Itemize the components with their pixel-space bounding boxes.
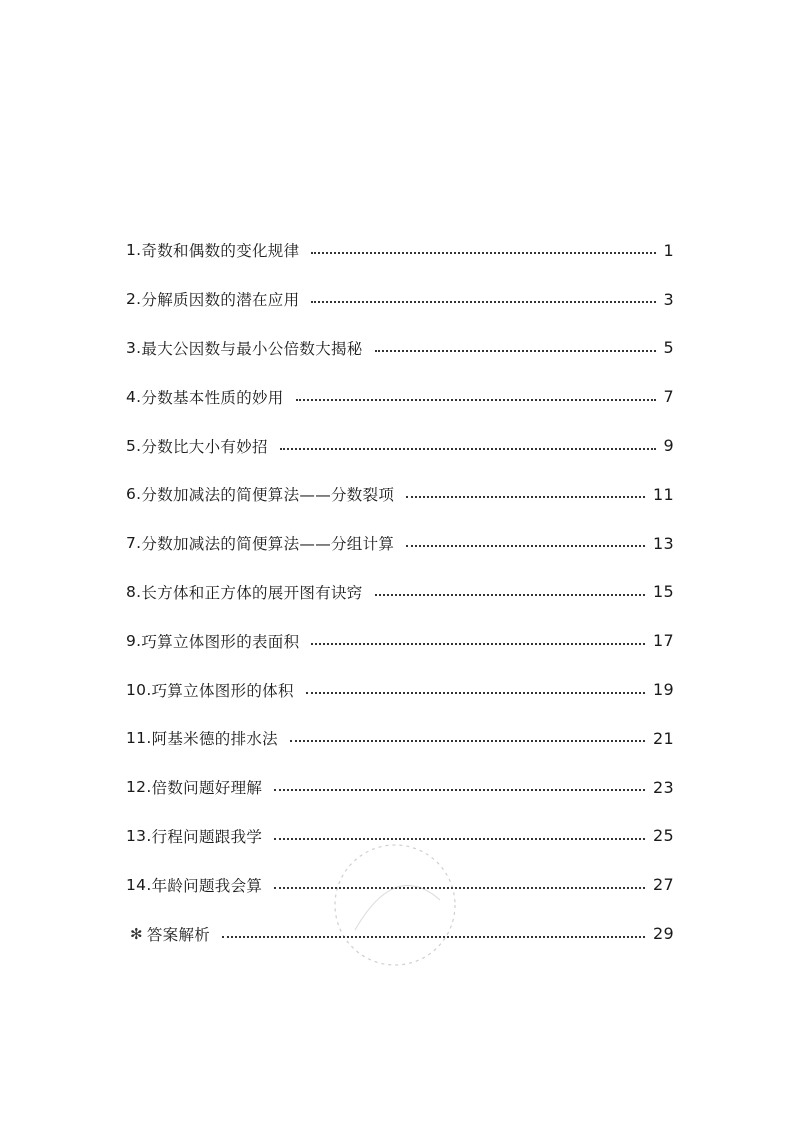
leader-dots (222, 936, 645, 938)
star-icon: ✻ (130, 924, 143, 943)
toc-entry-number: 13. (126, 826, 152, 845)
leader-dots (280, 448, 656, 450)
toc-entry-number: 11. (126, 729, 152, 748)
toc-entry-title: 行程问题跟我学 (151, 827, 263, 846)
toc-entry[interactable] (126, 275, 674, 324)
toc-entry-title: 阿基米德的排水法 (151, 730, 278, 749)
leader-dots (406, 545, 645, 547)
leader-dots (296, 399, 656, 401)
toc-entry-title: 奇数和偶数的变化规律 (141, 242, 300, 261)
toc-entry[interactable] (126, 812, 674, 861)
toc-entry-title: 分数加减法的简便算法——分组计算 (141, 535, 395, 554)
toc-entry-page: 25 (653, 826, 674, 846)
toc-entry-title: 巧算立体图形的表面积 (141, 632, 300, 651)
toc-entry[interactable] (126, 616, 674, 665)
toc-entry-title: 最大公因数与最小公倍数大揭秘 (141, 339, 363, 358)
toc-entry[interactable] (126, 372, 674, 421)
toc-entry-page: 7 (663, 387, 674, 407)
toc-entry[interactable] (126, 324, 674, 373)
toc-entry-title: 年龄问题我会算 (151, 876, 263, 895)
leader-dots (274, 789, 645, 791)
toc-entry-number: 8. (126, 582, 142, 601)
leader-dots (375, 594, 645, 596)
toc-entry-number: 7. (126, 534, 142, 553)
toc-entry-number: 1. (126, 241, 142, 260)
toc-entry-page: 29 (653, 924, 674, 944)
leader-dots (290, 740, 645, 742)
toc-entry-page: 5 (663, 338, 674, 358)
toc-entry-page: 1 (663, 240, 674, 260)
toc-entry-title: 分解质因数的潜在应用 (141, 291, 300, 310)
toc-entry-page: 9 (663, 436, 674, 456)
table-of-contents (126, 226, 674, 958)
leader-dots (274, 887, 645, 889)
toc-entry-title: 答案解析 (146, 925, 211, 944)
leader-dots (406, 496, 645, 498)
leader-dots (311, 252, 655, 254)
toc-entry[interactable] (126, 568, 674, 617)
toc-entry-page: 3 (663, 289, 674, 309)
toc-entry[interactable] (126, 763, 674, 812)
toc-entry[interactable] (126, 665, 674, 714)
leader-dots (311, 301, 655, 303)
toc-entry-title: 巧算立体图形的体积 (151, 681, 294, 700)
leader-dots (311, 643, 645, 645)
toc-entry[interactable] (126, 860, 674, 909)
toc-entry-page: 11 (653, 484, 674, 504)
toc-entry-page: 23 (653, 777, 674, 797)
toc-entry-page: 27 (653, 875, 674, 895)
toc-entry-number: 6. (126, 485, 142, 504)
toc-entry-page: 17 (653, 631, 674, 651)
toc-entry-number: 2. (126, 290, 142, 309)
toc-entry[interactable] (126, 226, 674, 275)
toc-entry-number: 3. (126, 338, 142, 357)
toc-entry-number: 10. (126, 680, 152, 699)
toc-entry-number: 5. (126, 436, 142, 455)
toc-entry-title: 分数比大小有妙招 (141, 437, 268, 456)
leader-dots (274, 838, 645, 840)
toc-entry-page: 15 (653, 582, 674, 602)
toc-entry-title: 分数基本性质的妙用 (141, 388, 284, 407)
toc-entry-page: 21 (653, 728, 674, 748)
toc-entry[interactable] (126, 519, 674, 568)
toc-entry-number: 4. (126, 387, 142, 406)
toc-entry[interactable] (126, 470, 674, 519)
toc-entry[interactable] (126, 421, 674, 470)
leader-dots (306, 692, 645, 694)
toc-entry-answers[interactable] (130, 909, 674, 958)
leader-dots (375, 350, 656, 352)
toc-entry-title: 分数加减法的简便算法——分数裂项 (141, 486, 395, 505)
toc-entry-number: 14. (126, 875, 152, 894)
toc-entry-page: 19 (653, 680, 674, 700)
toc-entry-number: 9. (126, 631, 142, 650)
toc-entry-title: 倍数问题好理解 (151, 779, 263, 798)
toc-entry-page: 13 (653, 533, 674, 553)
toc-entry-number: 12. (126, 778, 152, 797)
toc-entry-title: 长方体和正方体的展开图有诀窍 (141, 583, 363, 602)
toc-entry[interactable] (126, 714, 674, 763)
